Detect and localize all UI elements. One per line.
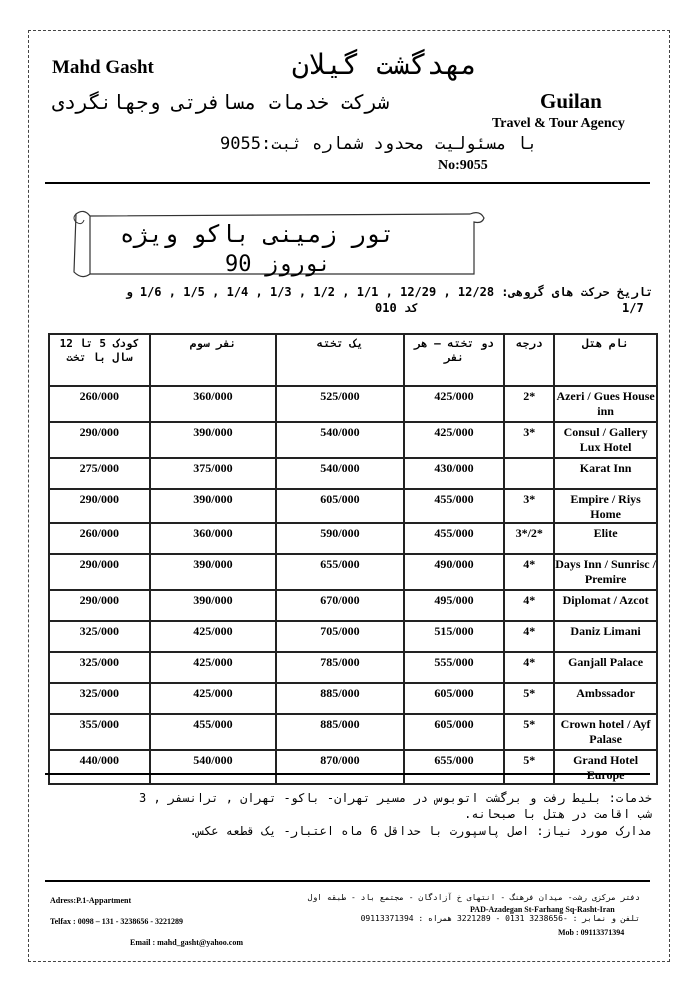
hotel-grade: 4* — [504, 590, 554, 621]
banner-subtitle: نوروز 90 — [225, 252, 331, 277]
telfax-english: Telfax : 0098 – 131 - 3238656 - 3221289 — [50, 917, 184, 926]
address-persian: دفتر مرکزی رشت- میدان فرهنگ - انتهای خ آزادگان - مجتمع باد - طبقه اول — [307, 893, 640, 902]
single-price: 885/000 — [276, 714, 404, 750]
services-line-2: شب اقامت در هتل با صبحانه. — [464, 807, 652, 821]
hotel-grade: 3*/2* — [504, 523, 554, 554]
double-price: 425/000 — [404, 422, 505, 458]
double-price: 655/000 — [404, 750, 505, 784]
single-price: 540/000 — [276, 422, 404, 458]
header-divider — [45, 182, 650, 184]
single-price: 785/000 — [276, 652, 404, 683]
table-header-row — [49, 334, 657, 386]
hotel-name: Empire / Riys Home — [554, 489, 657, 523]
double-price: 425/000 — [404, 386, 505, 422]
hotel-name: Consul / Gallery Lux Hotel — [554, 422, 657, 458]
child-price: 290/000 — [49, 422, 150, 458]
single-price: 655/000 — [276, 554, 404, 590]
hotel-grade: 3* — [504, 422, 554, 458]
double-price: 490/000 — [404, 554, 505, 590]
hotel-name: Diplomat / Azcot — [554, 590, 657, 621]
agency-english: Travel & Tour Agency — [492, 116, 625, 131]
double-price: 430/000 — [404, 458, 505, 489]
table-row — [49, 386, 657, 422]
double-price: 455/000 — [404, 489, 505, 523]
third-price: 425/000 — [150, 652, 277, 683]
header-grade: درجه — [504, 334, 554, 386]
third-price: 425/000 — [150, 621, 277, 652]
table-row — [49, 489, 657, 523]
footer-divider — [45, 880, 650, 882]
hotel-name: Crown hotel / Ayf Palase — [554, 714, 657, 750]
child-price: 275/000 — [49, 458, 150, 489]
documents-required: مدارک مورد نیاز: اصل پاسپورت با حداقل 6 ماه اعتبار- یک قطعه عکس. — [189, 824, 652, 838]
child-price: 325/000 — [49, 621, 150, 652]
header-single: یک تخته — [276, 334, 404, 386]
double-price: 605/000 — [404, 714, 505, 750]
child-price: 440/000 — [49, 750, 150, 784]
hotel-name: Karat Inn — [554, 458, 657, 489]
single-price: 870/000 — [276, 750, 404, 784]
banner-scroll — [70, 208, 486, 278]
child-price: 290/000 — [49, 590, 150, 621]
third-price: 390/000 — [150, 554, 277, 590]
single-price: 525/000 — [276, 386, 404, 422]
agency-subtitle-persian: شرکت خدمات مسافرتی وجهانگردی — [52, 90, 390, 114]
single-price: 590/000 — [276, 523, 404, 554]
hotel-grade: 4* — [504, 554, 554, 590]
double-price: 605/000 — [404, 683, 505, 714]
hotel-grade: 5* — [504, 683, 554, 714]
table-row — [49, 523, 657, 554]
phone-persian: تلفن و نمابر : -3238656 0131 - 3221289 همراه : 09113371394 — [360, 914, 640, 923]
mobile-english: Mob : 09113371394 — [558, 928, 625, 937]
hotel-grade: 4* — [504, 652, 554, 683]
hotel-name: Grand Hotel Europe — [554, 750, 657, 784]
registration-number: No:9055 — [438, 158, 488, 173]
hotel-grade: 5* — [504, 714, 554, 750]
third-price: 390/000 — [150, 422, 277, 458]
child-price: 325/000 — [49, 683, 150, 714]
child-price: 325/000 — [49, 652, 150, 683]
banner-title: تور زمینی باکو ویژه — [120, 220, 395, 248]
hotel-name: Azeri / Gues House inn — [554, 386, 657, 422]
table-row — [49, 590, 657, 621]
double-price: 555/000 — [404, 652, 505, 683]
address-english: Adress:P.1-Appartment — [50, 896, 132, 905]
address-english-2: PAD-Azadegan St-Farhang Sq-Rasht-Iran — [470, 905, 615, 914]
table-row — [49, 714, 657, 750]
brand-english: Mahd Gasht — [52, 57, 154, 78]
third-price: 360/000 — [150, 523, 277, 554]
third-price: 540/000 — [150, 750, 277, 784]
email: Email : mahd_gasht@yahoo.com — [130, 938, 244, 947]
third-price: 425/000 — [150, 683, 277, 714]
third-price: 360/000 — [150, 386, 277, 422]
table-row — [49, 750, 657, 784]
brand-persian: مهدگشت گیلان — [292, 48, 478, 81]
child-price: 355/000 — [49, 714, 150, 750]
hotel-grade: 4* — [504, 621, 554, 652]
table-row — [49, 683, 657, 714]
hotel-name: Elite — [554, 523, 657, 554]
table-row — [49, 458, 657, 489]
third-price: 390/000 — [150, 489, 277, 523]
table-row — [49, 621, 657, 652]
registration-persian: با مسئولیت محدود شماره ثبت:9055 — [220, 134, 538, 154]
single-price: 540/000 — [276, 458, 404, 489]
child-price: 260/000 — [49, 523, 150, 554]
header-double: دو تخته – هر نفر — [404, 334, 505, 386]
third-price: 455/000 — [150, 714, 277, 750]
hotel-grade: 2* — [504, 386, 554, 422]
child-price: 260/000 — [49, 386, 150, 422]
table-row — [49, 652, 657, 683]
hotel-name: Ganjall Palace — [554, 652, 657, 683]
header-child: کودک 5 تا 12 سال با تخت — [49, 334, 150, 386]
hotel-name: Daniz Limani — [554, 621, 657, 652]
header-third: نفر سوم — [150, 334, 277, 386]
hotel-grade: 3* — [504, 489, 554, 523]
hotel-name: Days Inn / Sunrisc / Premire — [554, 554, 657, 590]
table-row — [49, 422, 657, 458]
departure-dates-last: 1/7 — [622, 301, 644, 315]
price-table — [48, 333, 658, 785]
third-price: 390/000 — [150, 590, 277, 621]
services-line-1: خدمات: بلیط رفت و برگشت اتوبوس در مسیر تهران- باکو- تهران , ترانسفر , 3 — [139, 791, 652, 805]
double-price: 495/000 — [404, 590, 505, 621]
tour-code: کد 010 — [375, 301, 419, 315]
double-price: 515/000 — [404, 621, 505, 652]
table-row — [49, 554, 657, 590]
double-price: 455/000 — [404, 523, 505, 554]
departure-dates: تاریخ حرکت های گروهی: 12/28 , 12/29 , 1/1 , 1/2 , 1/3 , 1/4 , 1/5 , 1/6 و — [125, 285, 653, 299]
header-hotel: نام هتل — [554, 334, 657, 386]
services-divider — [45, 773, 650, 775]
child-price: 290/000 — [49, 489, 150, 523]
hotel-grade — [504, 458, 554, 489]
city-english: Guilan — [540, 89, 602, 113]
single-price: 705/000 — [276, 621, 404, 652]
hotel-name: Ambssador — [554, 683, 657, 714]
single-price: 670/000 — [276, 590, 404, 621]
third-price: 375/000 — [150, 458, 277, 489]
single-price: 885/000 — [276, 683, 404, 714]
single-price: 605/000 — [276, 489, 404, 523]
hotel-grade: 5* — [504, 750, 554, 784]
child-price: 290/000 — [49, 554, 150, 590]
